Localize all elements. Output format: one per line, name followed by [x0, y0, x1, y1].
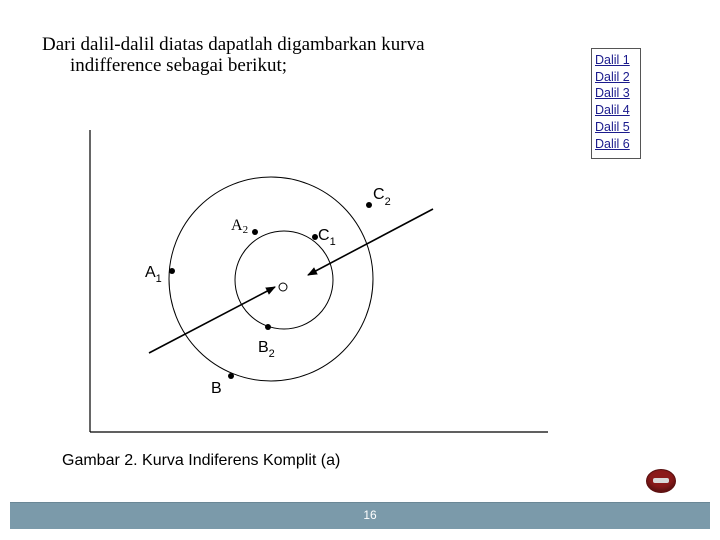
heading-line-2: indifference sebagai berikut; — [70, 55, 287, 76]
heading-line-1: Dari dalil-dalil diatas dapatlah digambarkan kurva — [42, 34, 425, 55]
page-number: 16 — [363, 508, 377, 522]
point-b2 — [265, 324, 271, 330]
label-a2: A2 — [231, 217, 249, 236]
point-o — [279, 283, 287, 291]
point-b — [228, 373, 234, 379]
nav-link-dalil-6[interactable]: Dalil 6 — [595, 136, 630, 151]
inner-indifference-curve — [235, 231, 333, 329]
point-a2 — [252, 229, 258, 235]
nav-link-dalil-2[interactable]: Dalil 2 — [595, 69, 630, 84]
point-c2 — [366, 202, 372, 208]
footer-bar — [10, 502, 710, 529]
nav-link-dalil-3[interactable]: Dalil 3 — [595, 86, 630, 101]
figure-caption: Gambar 2. Kurva Indiferens Komplit (a) — [62, 452, 341, 469]
next-slide-button[interactable] — [646, 469, 676, 493]
point-a1 — [169, 268, 175, 274]
arrow-right-icon — [653, 478, 669, 483]
label-a1: $A_1$ — [145, 264, 162, 285]
label-b2: $B_2$ — [258, 339, 275, 360]
label-b: B — [211, 380, 222, 397]
label-c1: $C_1$ — [318, 227, 336, 248]
nav-link-dalil-1[interactable]: Dalil 1 — [595, 53, 630, 67]
nav-link-dalil-5[interactable]: Dalil 5 — [595, 119, 630, 134]
label-c2: $C_2$ — [373, 186, 391, 208]
nav-link-dalil-4[interactable]: Dalil 4 — [595, 103, 630, 118]
